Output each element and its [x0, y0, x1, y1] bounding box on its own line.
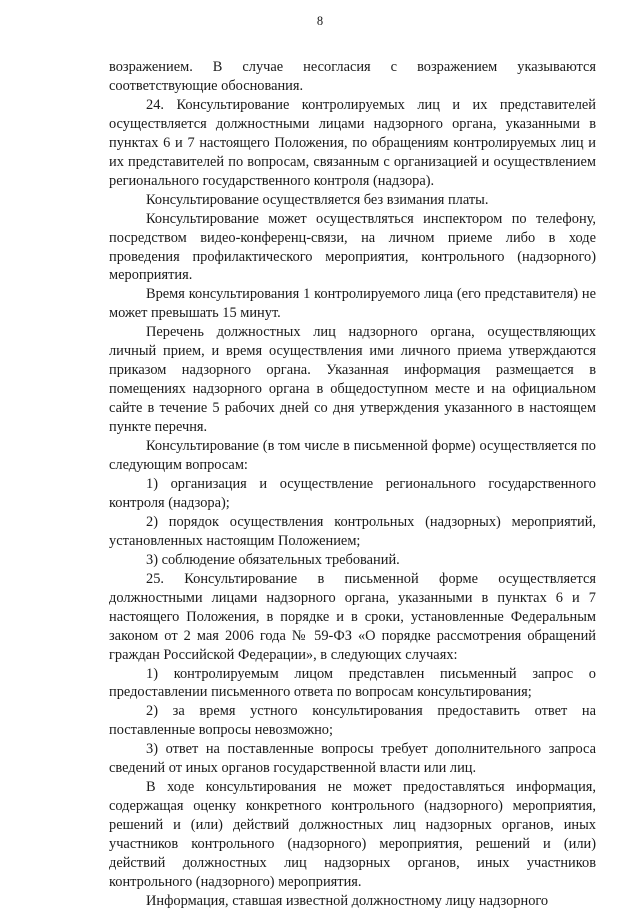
paragraph: Консультирование может осуществляться инспектором по телефону, посредством видео-конференц-связи, на личном приеме либо в ходе проведения профилактического мероприятия, контрольного (надзорного) мероприятия.	[109, 210, 596, 284]
list-item: 1) организация и осуществление регионального государственного контроля (надзора);	[109, 475, 596, 511]
paragraph: Консультирование осуществляется без взимания платы.	[146, 191, 489, 208]
document-body	[109, 58, 596, 911]
paragraph: Время консультирования 1 контролируемого лица (его представителя) не может превышать 15 минут.	[109, 286, 596, 322]
paragraph: Информация, ставшая известной должностному лицу надзорного	[146, 892, 549, 909]
paragraph: В ходе консультирования не может предоставляться информация, содержащая оценку конкретного контрольного (надзорного) мероприятия, решений и (или) действий должностных лиц надзорных органов, иных участников контрольного (надзорного) мероприятия, решений и (или) действий должностных лиц надзорных органов, иных участников контрольного (надзорного) мероприятия.	[109, 779, 596, 890]
paragraph: Консультирование (в том числе в письменной форме) осуществляется по следующим вопросам:	[109, 438, 596, 474]
paragraph: 25. Консультирование в письменной форме осуществляется должностными лицами надзорного органа, указанными в пунктах 6 и 7 настоящего Положения, в порядке и в сроки, установленные Федеральным законом от 2 мая 2006 года № 59-ФЗ «О порядке рассмотрения обращений граждан Российской Федерации», в следующих случаях:	[109, 570, 596, 663]
list-item: 1) контролируемым лицом представлен письменный запрос о предоставлении письменного ответа по вопросам консультирования;	[109, 665, 596, 701]
paragraph: 24. Консультирование контролируемых лиц и их представителей осуществляется должностными лицами надзорного органа, указанными в пунктах 6 и 7 настоящего Положения, по обращениям контролируемых лиц и их представителей по вопросам, связанным с организацией и осуществлением регионального государственного контроля (надзора).	[109, 96, 596, 189]
list-item: 2) порядок осуществления контрольных (надзорных) мероприятий, установленных настоящим Положением;	[109, 513, 596, 549]
list-item: 2) за время устного консультирования предоставить ответ на поставленные вопросы невозможно;	[109, 703, 596, 739]
paragraph: возражением. В случае несогласия с возражением указываются соответствующие обоснования.	[109, 59, 596, 94]
list-item: 3) соблюдение обязательных требований.	[146, 551, 400, 568]
list-item: 3) ответ на поставленные вопросы требует дополнительного запроса сведений от иных органов государственной власти или лиц.	[109, 741, 596, 777]
page-number: 8	[316, 14, 324, 28]
paragraph: Перечень должностных лиц надзорного органа, осуществляющих личный прием, и время осуществления ими личного приема утверждаются приказом надзорного органа. Указанная информация размещается в помещениях надзорного органа в общедоступном месте и на официальном сайте в течение 5 рабочих дней со дня утверждения указанного в настоящем пункте перечня.	[109, 324, 596, 436]
